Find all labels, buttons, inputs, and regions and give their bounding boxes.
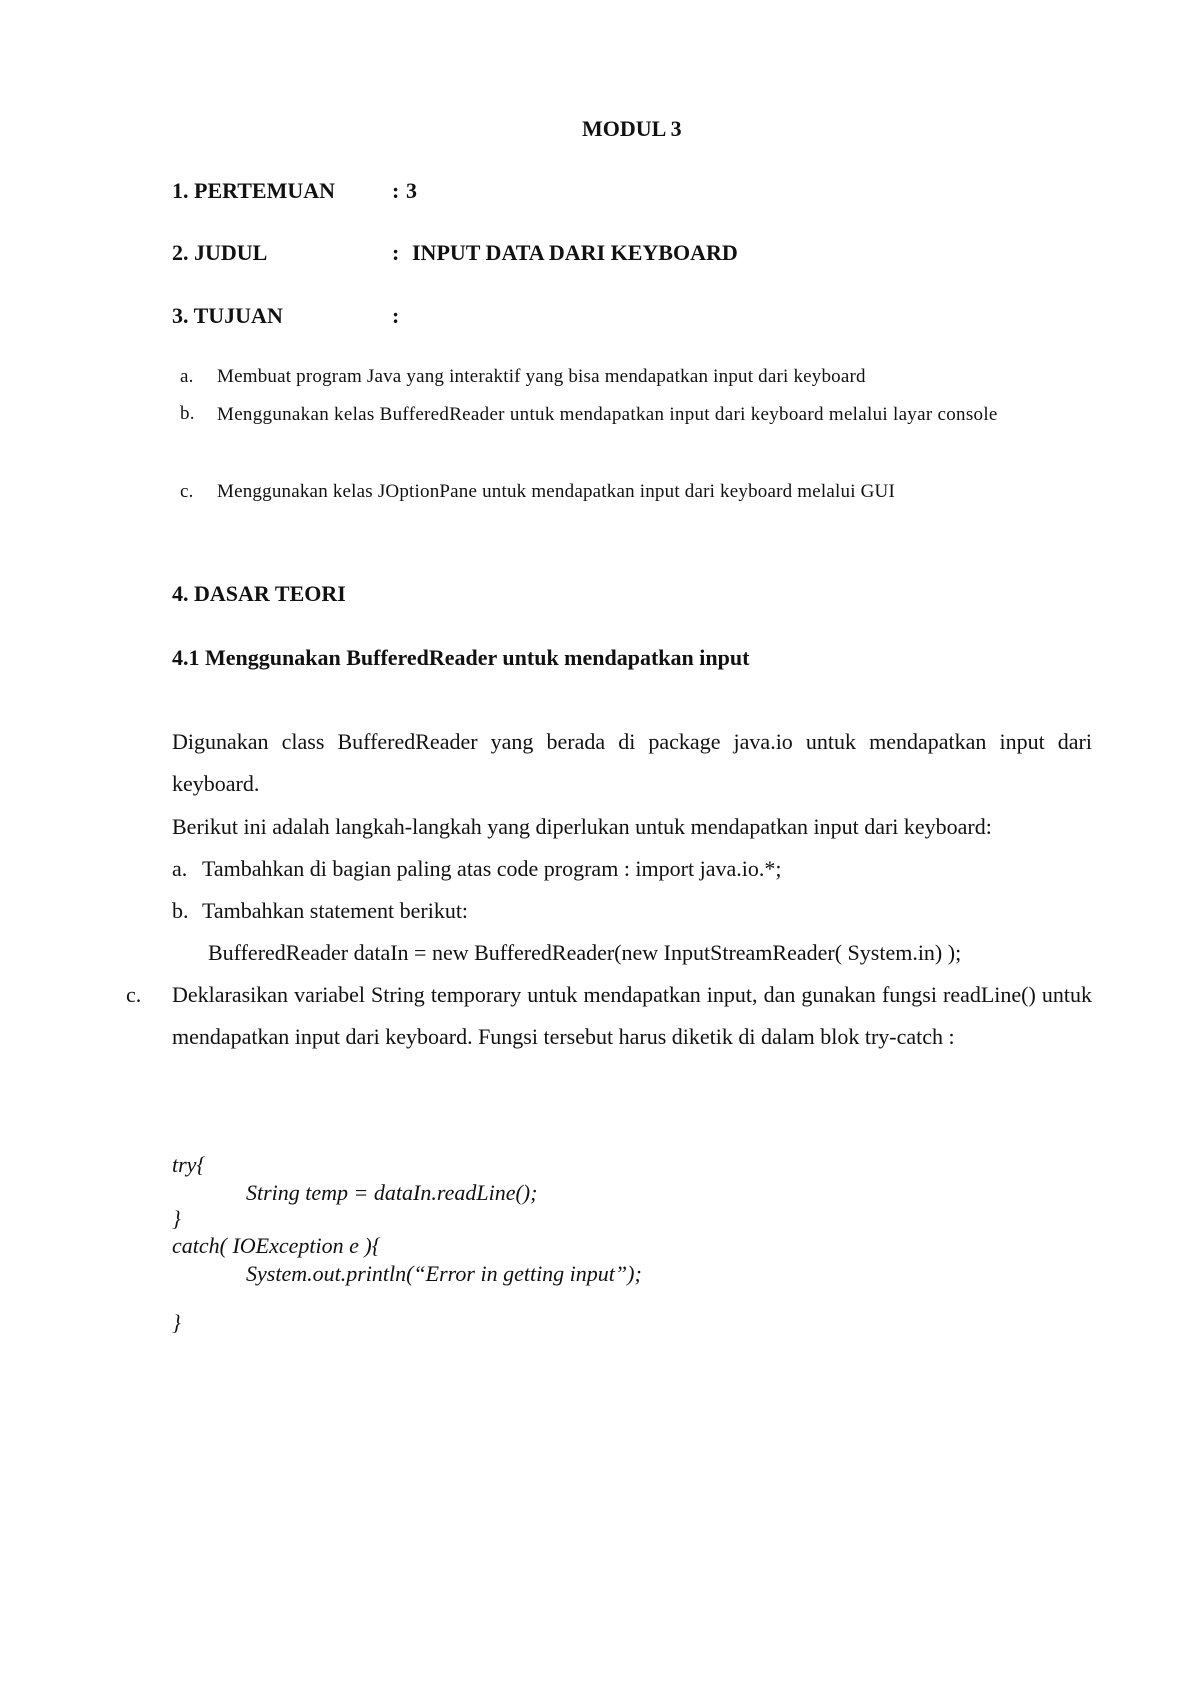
statement-code: BufferedReader dataIn = new BufferedReader(new InputStreamReader( System.in) ); <box>208 940 962 965</box>
subsection-heading: 4.1 Menggunakan BufferedReader untuk mendapatkan input <box>172 645 750 670</box>
intro-paragraph: Digunakan class BufferedReader yang berada di package java.io untuk mendapatkan input dari keyboard. <box>172 729 1092 796</box>
step-marker: a. <box>172 856 188 881</box>
steps-intro: Berikut ini adalah langkah-langkah yang diperlukan untuk mendapatkan input dari keyboard: <box>172 814 992 839</box>
code-line: } <box>172 1310 181 1335</box>
code-line: String temp = dataIn.readLine(); <box>246 1180 538 1205</box>
objective-marker: c. <box>180 481 194 502</box>
code-line: catch( IOException e ){ <box>172 1233 381 1258</box>
objective-text: Menggunakan kelas JOptionPane untuk mendapatkan input dari keyboard melalui GUI <box>217 481 895 502</box>
meta-label-pertemuan: 1. PERTEMUAN <box>172 178 336 203</box>
objective-marker: b. <box>180 403 195 424</box>
step-text: Tambahkan statement berikut: <box>202 898 469 923</box>
meta-value-judul: INPUT DATA DARI KEYBOARD <box>412 240 738 265</box>
meta-label-tujuan: 3. TUJUAN <box>172 303 283 328</box>
step-marker: c. <box>126 982 142 1007</box>
meta-sep-tujuan: : <box>392 303 400 328</box>
objective-text: Menggunakan kelas BufferedReader untuk mendapatkan input dari keyboard melalui layar console <box>217 404 998 425</box>
step-text: Tambahkan di bagian paling atas code program : import java.io.*; <box>202 856 782 881</box>
meta-sep-pertemuan: : <box>392 178 400 203</box>
meta-value-pertemuan: 3 <box>406 178 417 203</box>
code-line: } <box>172 1206 181 1231</box>
page-title: MODUL 3 <box>582 116 682 141</box>
meta-sep-judul: : <box>392 240 400 265</box>
objective-text: Membuat program Java yang interaktif yang bisa mendapatkan input dari keyboard <box>217 366 866 387</box>
step-text: Deklarasikan variabel String temporary untuk mendapatkan input, dan gunakan fungsi readLine() untuk mendapatkan input dari keyboard. Fungsi tersebut harus diketik di dalam blok try-catch : <box>172 982 1092 1049</box>
objective-marker: a. <box>180 366 194 387</box>
section-heading: 4. DASAR TEORI <box>172 581 346 606</box>
code-line: try{ <box>172 1152 206 1177</box>
code-line: System.out.println(“Error in getting input”); <box>246 1261 642 1286</box>
meta-label-judul: 2. JUDUL <box>172 240 268 265</box>
step-marker: b. <box>172 898 189 923</box>
